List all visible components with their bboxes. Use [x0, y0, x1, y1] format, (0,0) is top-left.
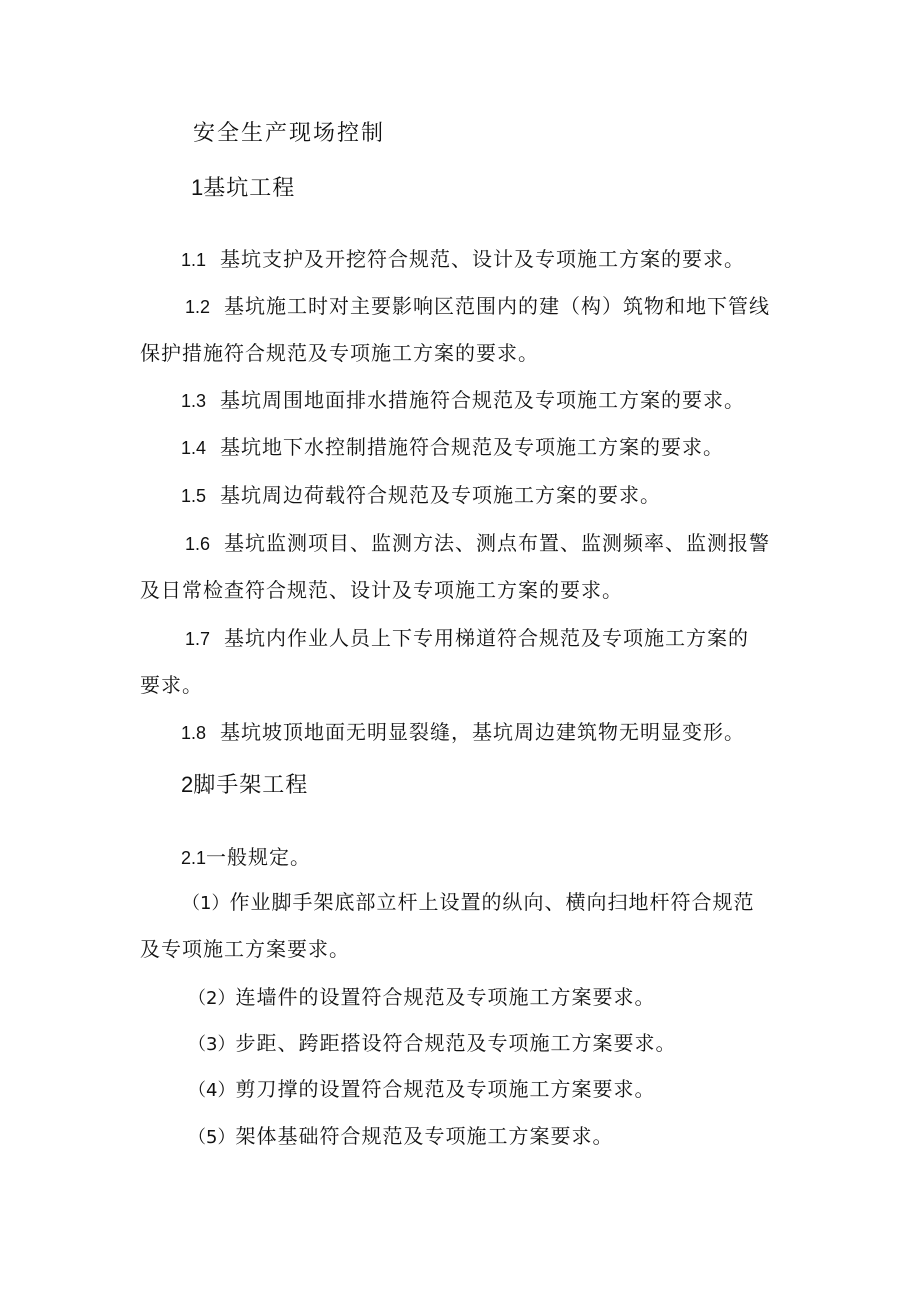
- section-1-heading: [191, 174, 295, 203]
- item-number: 1.2: [185, 297, 211, 317]
- item-number: 1.5: [181, 486, 207, 506]
- item-text: 基坑监测项目、监测方法、测点布置、监测频率、监测报警: [224, 531, 771, 555]
- item-number: 1.1: [181, 250, 207, 270]
- list-item: [185, 624, 749, 653]
- list-item: [188, 1029, 676, 1059]
- item-number: 1.6: [185, 534, 211, 554]
- list-item: [185, 292, 770, 321]
- item-text: 基坑周围地面排水措施符合规范及专项施工方案的要求。: [220, 388, 746, 412]
- section-2-heading: [181, 771, 308, 800]
- list-item: [185, 529, 770, 558]
- item-text: 剪刀撑的设置符合规范及专项施工方案要求。: [235, 1077, 656, 1101]
- item-continuation: 保护措施符合规范及专项施工方案的要求。: [140, 341, 539, 365]
- item-continuation: 及日常检查符合规范、设计及专项施工方案的要求。: [140, 578, 623, 602]
- list-item: [181, 245, 745, 274]
- item-continuation: 及专项施工方案要求。: [140, 937, 350, 961]
- list-item: [188, 1122, 613, 1152]
- list-item: [188, 983, 655, 1013]
- section-1-number: 1: [191, 175, 204, 200]
- subsection-heading: [181, 843, 311, 872]
- item-number: （4）: [188, 1080, 236, 1101]
- item-text: 步距、跨距搭设符合规范及专项施工方案要求。: [235, 1031, 677, 1055]
- item-number: 1.3: [181, 391, 207, 411]
- item-text: 基坑施工时对主要影响区范围内的建（构）筑物和地下管线: [224, 294, 771, 318]
- item-number: （3）: [188, 1034, 236, 1055]
- item-text: 基坑支护及开挖符合规范、设计及专项施工方案的要求。: [220, 247, 746, 271]
- item-number: （5）: [188, 1127, 236, 1148]
- item-text: 作业脚手架底部立杆上设置的纵向、横向扫地杆符合规范: [229, 890, 755, 914]
- item-text: 基坑坡顶地面无明显裂缝，基坑周边建筑物无明显变形。: [220, 720, 746, 744]
- item-number: 1.7: [185, 629, 211, 649]
- item-number: （1）: [182, 893, 230, 914]
- item-number: 1.4: [181, 438, 207, 458]
- item-text: 基坑内作业人员上下专用梯道符合规范及专项施工方案的: [224, 626, 750, 650]
- item-text: 连墙件的设置符合规范及专项施工方案要求。: [235, 985, 656, 1009]
- list-item: [181, 718, 745, 747]
- list-item: [181, 433, 724, 462]
- list-item: [181, 386, 745, 415]
- item-continuation: 要求。: [140, 673, 203, 697]
- subsection-title: 一般规定。: [206, 845, 312, 869]
- list-item: [188, 1075, 655, 1105]
- item-number: （2）: [188, 988, 236, 1009]
- item-text: 基坑地下水控制措施符合规范及专项施工方案的要求。: [220, 435, 725, 459]
- item-text: 架体基础符合规范及专项施工方案要求。: [235, 1124, 614, 1148]
- item-text: 基坑周边荷载符合规范及专项施工方案的要求。: [220, 483, 662, 507]
- item-number: 1.8: [181, 723, 207, 743]
- section-2-number: 2: [181, 772, 194, 797]
- page-title: 安全生产现场控制: [193, 121, 386, 146]
- section-1-title: 基坑工程: [203, 176, 296, 201]
- section-2-title: 脚手架工程: [193, 773, 309, 798]
- subsection-number: 2.1: [181, 848, 207, 868]
- list-item: [182, 888, 754, 918]
- list-item: [181, 481, 661, 510]
